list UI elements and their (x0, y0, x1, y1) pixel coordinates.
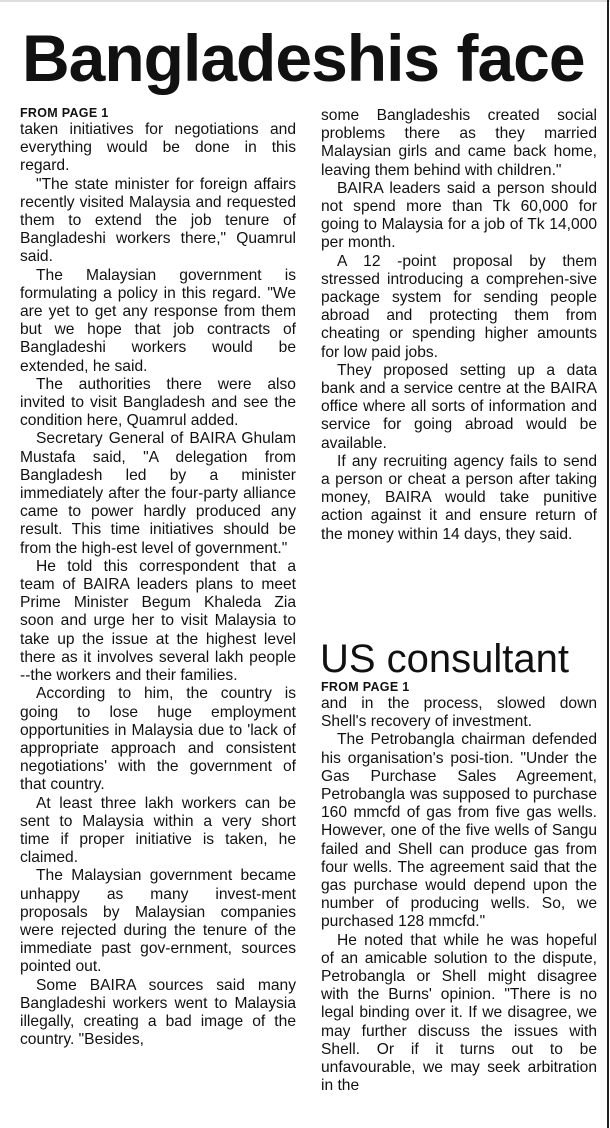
article-paragraph: The authorities there were also invited to visit Bangladesh and see the condition here, Quamrul added. (20, 375, 296, 430)
article-paragraph: "The state minister for foreign affairs recently visited Malaysia and requested them to extend the job tenure of Bangladeshi workers there," Quamrul said. (20, 175, 296, 266)
article-paragraph: If any recruiting agency fails to send a person or cheat a person after taking money, BAIRA would take punitive action against it and ensure return of the money within 14 days, they said. (321, 452, 597, 543)
column-rule (607, 0, 609, 1128)
article-paragraph: According to him, the country is going to lose huge employment opportunities in Malaysia due to 'lack of appropriate approach and consistent negotiations' with the government of that country. (20, 685, 296, 794)
article-paragraph: taken initiatives for negotiations and everything would be done in this regard. (20, 121, 296, 175)
second-headline: US consultant (320, 637, 570, 681)
second-kicker: FROM PAGE 1 (321, 680, 410, 694)
article-paragraph: He told this correspondent that a team of BAIRA leaders plans to meet Prime Minister Begum Khaleda Zia soon and urge her to visit Malaysia to take up the issue at the highest level there as it involves several lakh people --the workers and their families. (20, 557, 296, 685)
article-paragraph: He noted that while he was hopeful of an amicable solution to the dispute, Petrobangla or Shell might disagree with the Burns' opinion. "There is no legal binding over it. If we disagree, we may further discuss the issues with Shell. Or if it turns out to be unfavourable, we may seek arbitration in the (321, 931, 597, 1095)
main-headline: Bangladeshis face (22, 21, 585, 95)
article-paragraph: A 12 -point proposal by them stressed introducing a comprehen-sive package system for sending people abroad and protecting them from cheating or spending higher amounts for low paid jobs. (321, 252, 597, 361)
article-paragraph: At least three lakh workers can be sent to Malaysia within a very short time if proper initiative is taken, he claimed. (20, 794, 296, 867)
article-paragraph: The Malaysian government is formulating a policy in this regard. "We are yet to get any response from them but we hope that job contracts of Bangladeshi workers would be extended, he said. (20, 266, 296, 375)
article-paragraph: Some BAIRA sources said many Bangladeshi workers went to Malaysia illegally, creating a bad image of the country. "Besides, (20, 976, 296, 1049)
article-paragraph: BAIRA leaders said a person should not spend more than Tk 60,000 for going to Malaysia for a job of Tk 14,000 per month. (321, 179, 597, 252)
article-paragraph: Secretary General of BAIRA Ghulam Mustafa said, "A delegation from Bangladesh led by a minister immediately after the four-party alliance came to power hardly produced any result. This time initiatives should be from the high-est level of government." (20, 430, 296, 557)
article-paragraph: some Bangladeshis created social problems there as they married Malaysian girls and came back home, leaving them behind with children." (321, 107, 597, 179)
article-paragraph: The Petrobangla chairman defended his organisation's posi-tion. "Under the Gas Purchase Sales Agreement, Petrobangla was supposed to purchase 160 mmcfd of gas from five gas wells. However, one of the five wells of Sangu failed and Shell can produce gas from four wells. The agreement said that the gas purchase would depend upon the number of producing wells. So, we purchased 128 mmcfd." (321, 731, 597, 931)
article-paragraph: They proposed setting up a data bank and a service centre at the BAIRA office where all sorts of information and service for going abroad would be available. (321, 361, 597, 452)
second-story-column (321, 680, 597, 1095)
left-kicker: FROM PAGE 1 (20, 106, 109, 120)
left-column (20, 106, 296, 1049)
article-paragraph: The Malaysian government became unhappy as many invest-ment proposals by Malaysian companies were rejected during the tenure of the immediate past gov-ernment, sources pointed out. (20, 867, 296, 976)
right-column (321, 107, 597, 544)
top-rule (0, 0, 610, 2)
article-paragraph: and in the process, slowed down Shell's recovery of investment. (321, 695, 597, 731)
